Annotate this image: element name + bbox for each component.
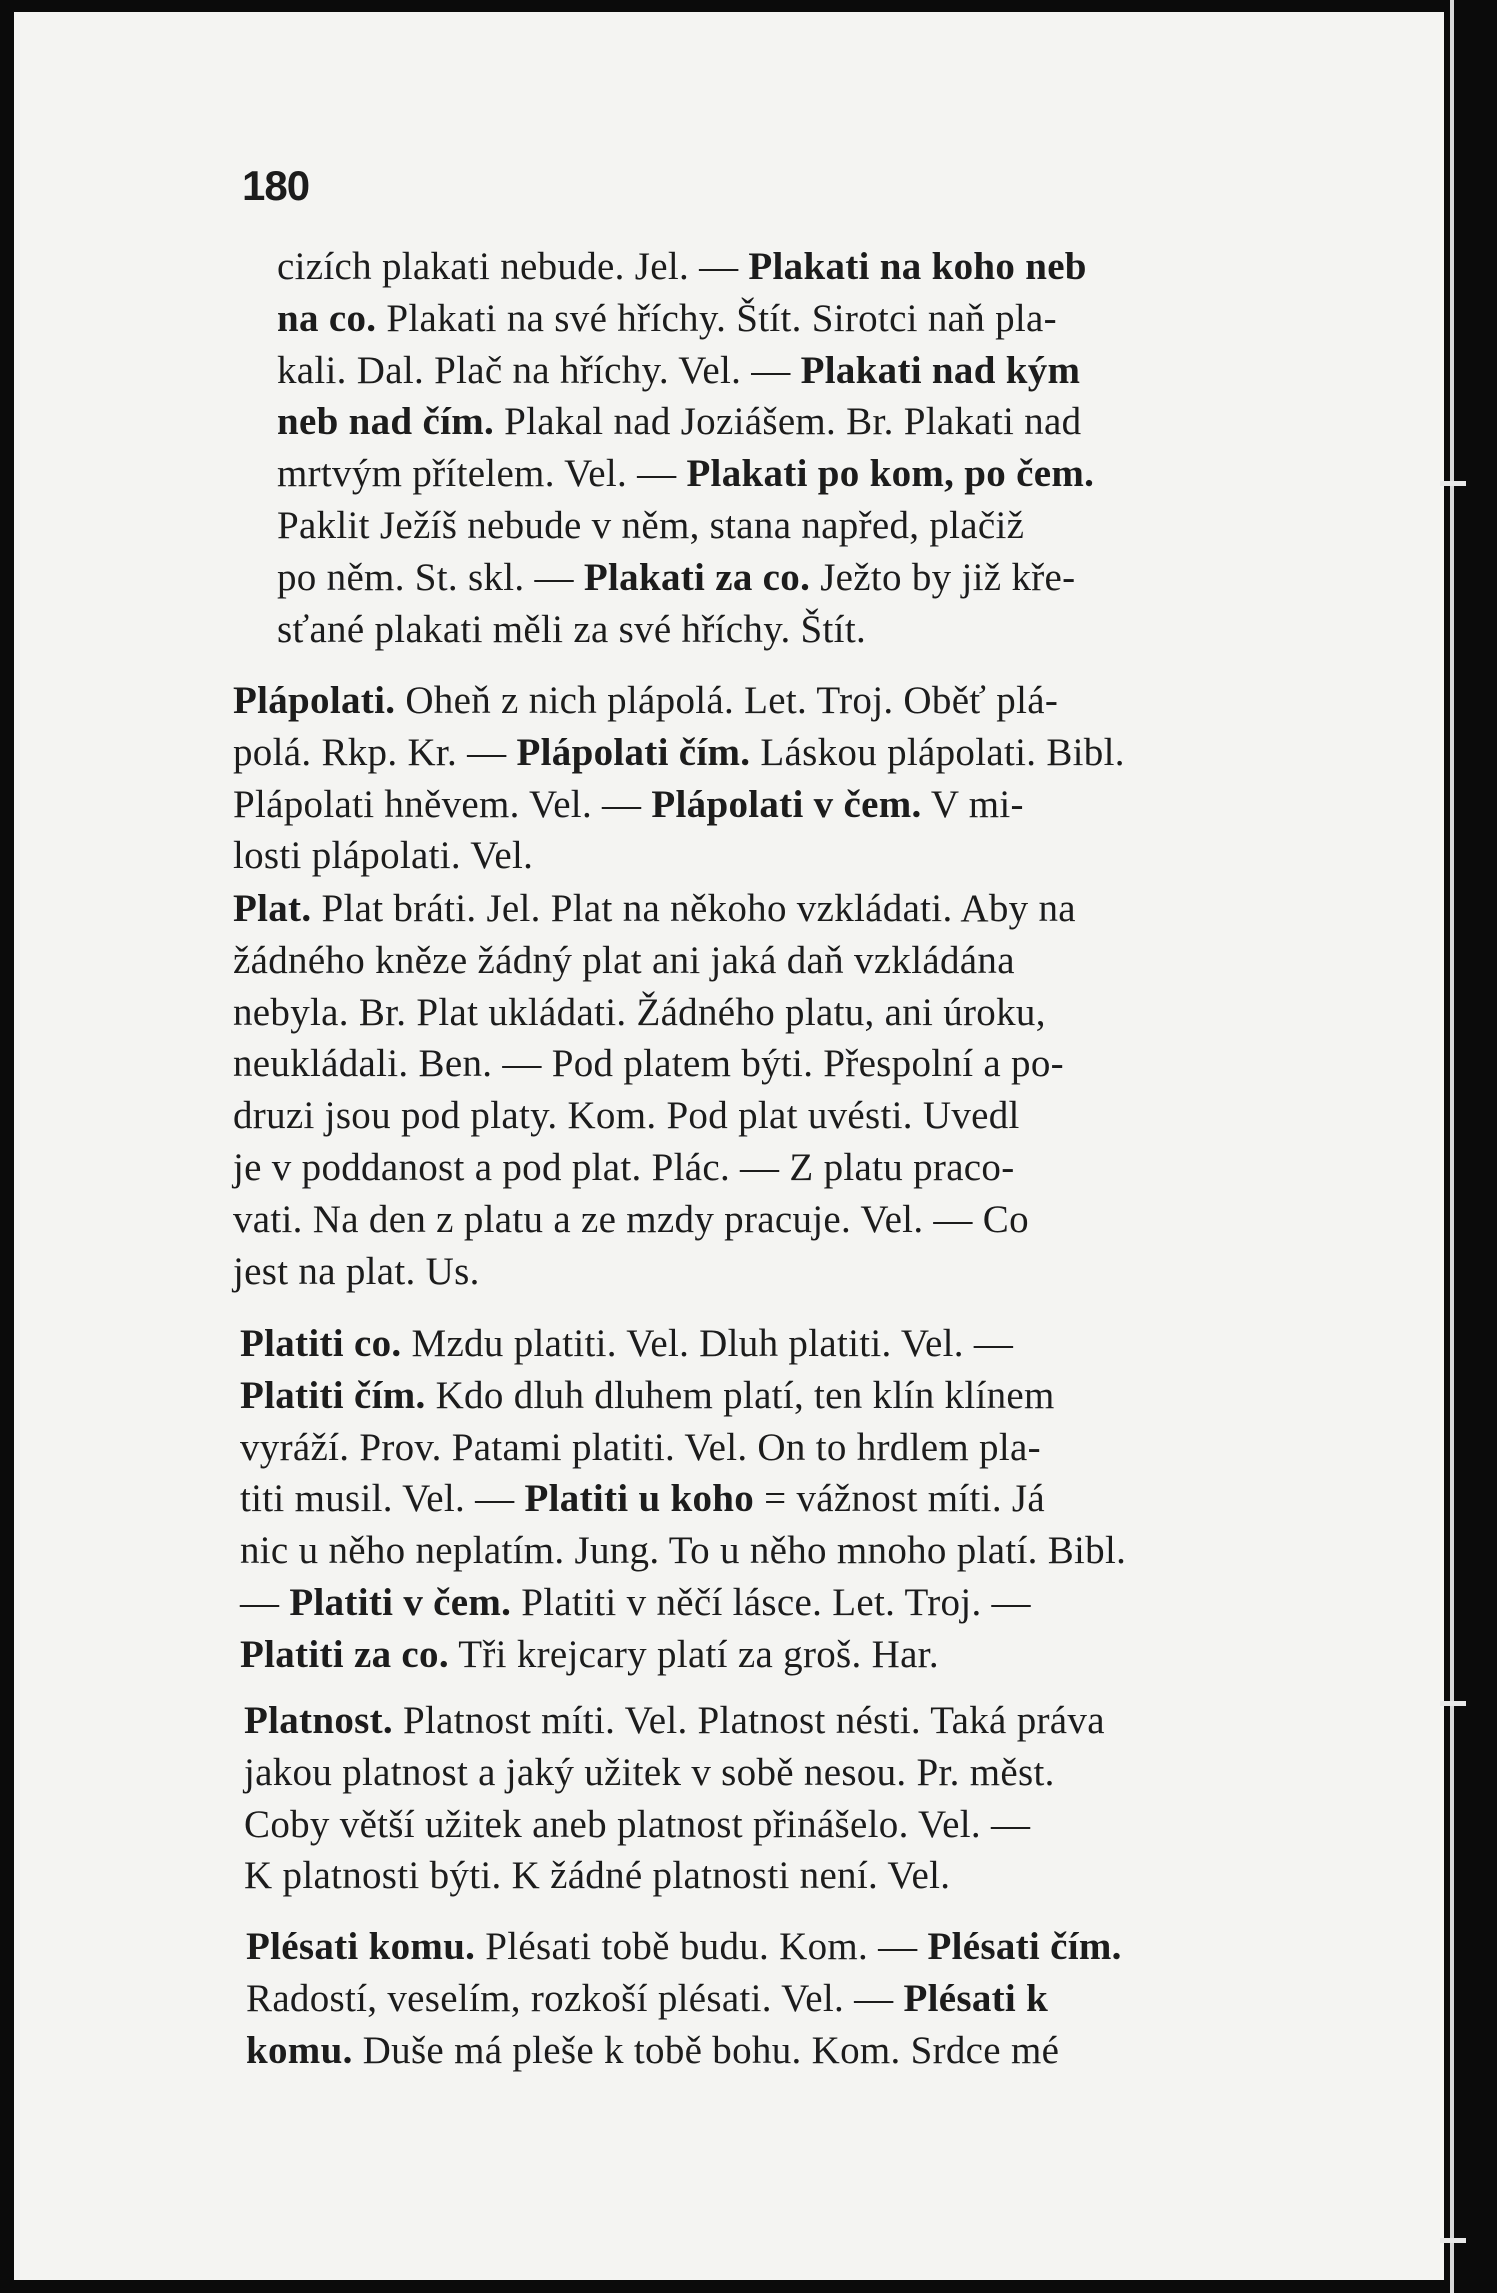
body-text: Coby větší užitek aneb platnost přinášelo. Vel. — (244, 1802, 1031, 1846)
entry-plesati (246, 1921, 1292, 2076)
entry-line (233, 883, 1279, 935)
headword-text: Plakati za co. (583, 555, 811, 599)
entry-line (233, 1246, 1279, 1298)
body-text: Láskou plápolati. Bibl. (750, 730, 1125, 774)
body-text: sťané plakati měli za své hříchy. Štít. (277, 607, 867, 651)
headword-text: neb nad čím. (277, 400, 495, 444)
entry-line (244, 1799, 1292, 1851)
body-text: cizích plakati nebude. Jel. — (277, 245, 749, 288)
body-text: — (240, 1580, 290, 1624)
entry-line (277, 604, 1279, 656)
headword-text: Plésati komu. (246, 1925, 476, 1968)
headword-text: Plápolati. (233, 679, 396, 722)
entry-line (233, 830, 1277, 882)
body-text: losti plápolati. Vel. (233, 834, 534, 878)
body-text: Kdo dluh dluhem platí, ten klín klínem (425, 1373, 1055, 1417)
entry-line (233, 675, 1277, 727)
body-text: mrtvým přítelem. Vel. — (277, 452, 687, 496)
body-text: polá. Rkp. Kr. — (233, 730, 517, 774)
book-page (14, 12, 1444, 2280)
entry-line (277, 552, 1279, 604)
entry-line (244, 1747, 1292, 1799)
body-text: Plésati tobě budu. Kom. — (475, 1925, 928, 1968)
body-text: neukládali. Ben. — Pod platem býti. Přespolní a po- (233, 1042, 1064, 1086)
body-text: po něm. St. skl. — (277, 555, 584, 599)
entry-line (233, 987, 1279, 1039)
entry-line (240, 1318, 1284, 1370)
body-text: Duše má pleše k tobě bohu. Kom. Srdce mé (352, 2028, 1060, 2072)
body-text: Plápolati hněvem. Vel. — (233, 782, 652, 826)
entry-line (240, 1473, 1284, 1525)
body-text: V mi- (921, 782, 1024, 826)
body-text: Paklit Ježíš nebude v něm, stana napřed, plačiž (277, 503, 1025, 547)
body-text: Plat bráti. Jel. Plat na někoho vzkládati. Aby na (311, 887, 1076, 930)
body-text: Mzdu platiti. Vel. Dluh platiti. Vel. — (401, 1322, 1014, 1365)
headword-text: Platiti v čem. (289, 1580, 512, 1624)
body-text: druzi jsou pod platy. Kom. Pod plat uvésti. Uvedl (233, 1094, 1020, 1138)
entry-platiti (240, 1318, 1284, 1681)
headword-text: Platnost. (244, 1699, 393, 1742)
entry-platnost (244, 1695, 1292, 1902)
headword-text: na co. (277, 296, 377, 340)
entry-line (277, 293, 1279, 345)
entry-line (240, 1525, 1284, 1577)
right-edge-rule (1450, 0, 1454, 2293)
body-text: Tři krejcary platí za groš. Har. (448, 1632, 939, 1676)
headword-text: Plakati nad kým (800, 348, 1081, 392)
edge-mark (1440, 1701, 1466, 1706)
entry-line (233, 1090, 1279, 1142)
entry-line (277, 500, 1279, 552)
headword-text: Plésati k (903, 1976, 1049, 2020)
edge-mark (1440, 481, 1466, 486)
entry-line (277, 241, 1279, 293)
entry-line (244, 1850, 1292, 1902)
entry-line (244, 1695, 1292, 1747)
entry-line (277, 345, 1279, 397)
headword-text: Plésati čím. (927, 1925, 1122, 1968)
headword-text: Platiti za co. (240, 1632, 449, 1676)
body-text: je v poddanost a pod plat. Plác. — Z platu praco- (233, 1145, 1015, 1189)
body-text: Plakal nad Joziášem. Br. Plakati nad (494, 400, 1082, 444)
body-text: Platiti v něčí lásce. Let. Troj. — (511, 1580, 1031, 1624)
entry-line (233, 1038, 1279, 1090)
body-text: titi musil. Vel. — (240, 1477, 525, 1521)
headword-text: Platiti co. (240, 1322, 402, 1365)
body-text: K platnosti býti. K žádné platnosti není. Vel. (244, 1854, 951, 1898)
body-text: jakou platnost a jaký užitek v sobě nesou. Pr. měst. (244, 1750, 1055, 1794)
entry-line (233, 935, 1279, 987)
entry-line (240, 1629, 1284, 1681)
entry-line (246, 1921, 1292, 1973)
body-text: Ježto by již kře- (810, 555, 1076, 599)
body-text: = vážnost míti. Já (754, 1477, 1046, 1521)
headword-text: Platiti čím. (240, 1373, 426, 1417)
body-text: žádného kněze žádný plat ani jaká daň vzkládána (233, 938, 1015, 982)
body-text: nebyla. Br. Plat ukládati. Žádného platu, ani úroku, (233, 990, 1046, 1034)
entry-plapolati (233, 675, 1277, 882)
entry-line (233, 1194, 1279, 1246)
body-text: Oheň z nich plápolá. Let. Troj. Oběť plá- (395, 679, 1059, 722)
entry-plakati (277, 241, 1279, 655)
entry-line (233, 779, 1277, 831)
page-number: 180 (242, 162, 310, 209)
body-text: vati. Na den z platu a ze mzdy pracuje. Vel. — Co (233, 1197, 1029, 1241)
body-text: jest na plat. Us. (233, 1249, 480, 1293)
headword-text: Plápolati čím. (516, 730, 751, 774)
body-text: Radostí, veselím, rozkoší plésati. Vel. — (246, 1976, 904, 2020)
headword-text: Plakati po kom, po čem. (686, 452, 1095, 496)
entry-line (240, 1577, 1284, 1629)
entry-line (246, 2025, 1292, 2077)
entry-line (240, 1422, 1284, 1474)
entry-line (233, 1142, 1279, 1194)
headword-text: komu. (246, 2028, 353, 2072)
entry-line (233, 727, 1277, 779)
headword-text: Platiti u koho (524, 1477, 755, 1521)
entry-plat (233, 883, 1279, 1297)
headword-text: Plat. (233, 887, 312, 930)
entry-line (246, 1973, 1292, 2025)
body-text: Platnost míti. Vel. Platnost nésti. Taká práva (392, 1699, 1105, 1742)
body-text: nic u něho neplatím. Jung. To u něho mnoho platí. Bibl. (240, 1529, 1127, 1573)
body-text: Plakati na své hříchy. Štít. Sirotci naň pla- (376, 296, 1057, 340)
edge-mark (1440, 2238, 1466, 2243)
entry-line (240, 1370, 1284, 1422)
entry-line (277, 448, 1279, 500)
headword-text: Plakati na koho neb (748, 245, 1087, 288)
entry-line (277, 396, 1279, 448)
body-text: kali. Dal. Plač na hříchy. Vel. — (277, 348, 801, 392)
headword-text: Plápolati v čem. (651, 782, 922, 826)
body-text: vyráží. Prov. Patami platiti. Vel. On to hrdlem pla- (240, 1425, 1041, 1469)
